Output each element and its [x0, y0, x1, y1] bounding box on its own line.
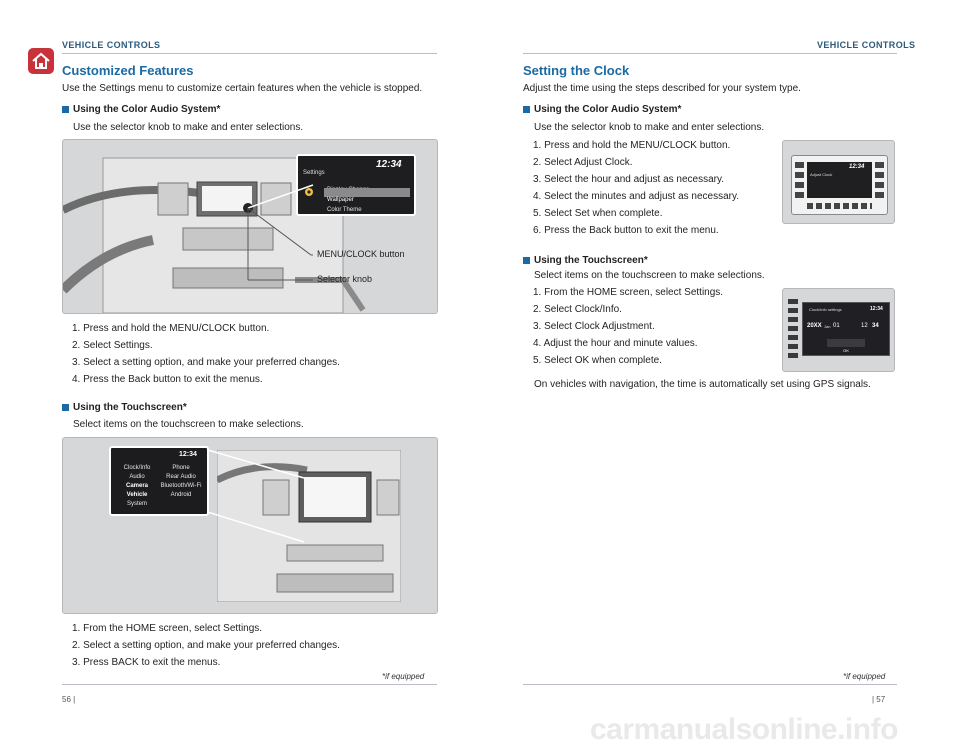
bullet-square-icon [62, 404, 69, 411]
settings-left-column [115, 464, 159, 509]
step: 6. Press the Back button to exit the menu. [533, 225, 719, 236]
settings-item-bluetooth-wifi[interactable]: Bluetooth/Wi-Fi [160, 483, 202, 489]
left-section2-heading-text: Using the Touchscreen* [73, 402, 187, 413]
step: 3. Press BACK to exit the menus. [72, 657, 221, 668]
dashboard-figure-touchscreen [62, 437, 438, 614]
ok-button-label: OK [843, 348, 849, 353]
step: 4. Press the Back button to exit the menus. [72, 374, 263, 385]
clock-info-settings-screen [802, 302, 890, 356]
left-page-title: Customized Features [62, 63, 194, 78]
audio-unit-preset-row [807, 203, 872, 209]
left-section1-steps [72, 320, 340, 388]
bullet-square-icon [523, 106, 530, 113]
right-header-rule [523, 53, 897, 54]
settings-item-camera[interactable]: Camera [125, 483, 148, 489]
left-header: VEHICLE CONTROLS [62, 40, 161, 50]
right-section1-intro: Use the selector knob to make and enter selections. [534, 122, 765, 133]
ok-button[interactable] [827, 339, 865, 353]
year-value[interactable]: 20XX [807, 323, 822, 329]
settings-right-column [159, 464, 203, 500]
step: 5. Select Set when complete. [533, 208, 663, 219]
right-section2-intro: Select items on the touchscreen to make selections. [534, 270, 765, 281]
screen-title: Adjust Clock [810, 172, 833, 177]
dashboard-figure-audio [62, 139, 438, 314]
step: 1. From the HOME screen, select Settings. [533, 287, 724, 298]
settings-item-android[interactable]: Android [170, 492, 192, 498]
left-section2-intro: Select items on the touchscreen to make selections. [73, 419, 304, 430]
settings-item-clock-info[interactable]: Clock/Info [123, 465, 151, 471]
right-footer-rule [523, 684, 897, 685]
step: 3. Select Clock Adjustment. [533, 321, 655, 332]
step: 1. From the HOME screen, select Settings. [72, 623, 263, 634]
right-intro: Adjust the time using the steps described for your system type. [523, 83, 801, 94]
right-section2-note: On vehicles with navigation, the time is automatically set using GPS signals. [534, 379, 871, 390]
right-header: VEHICLE CONTROLS [817, 40, 916, 50]
left-footnote: *if equipped [382, 672, 425, 681]
touchscreen-settings-screen [109, 446, 209, 516]
left-section1-heading [62, 104, 220, 115]
left-page-number: 56 | [62, 695, 76, 704]
bullet-square-icon [523, 257, 530, 264]
settings-item-rear-audio[interactable]: Rear Audio [166, 474, 196, 480]
right-section1-steps [533, 137, 739, 239]
step: 2. Select Adjust Clock. [533, 157, 633, 168]
left-header-rule [62, 53, 437, 54]
left-footer-rule [62, 684, 437, 685]
screen-title: Clock/Info settings [809, 307, 842, 312]
callout-menu-clock: MENU/CLOCK button [317, 249, 405, 259]
left-section2-heading [62, 402, 187, 413]
settings-item-system[interactable]: System [126, 501, 147, 507]
right-section1-heading-text: Using the Color Audio System* [534, 104, 682, 115]
menu-item-label: Wallpaper [327, 197, 354, 203]
screen-clock: 12:34 [376, 159, 402, 170]
screen-clock: 12:34 [849, 164, 865, 170]
left-intro: Use the Settings menu to customize certain features when the vehicle is stopped. [62, 83, 423, 94]
home-icon[interactable] [28, 48, 54, 74]
screen-clock: 12:34 [870, 306, 883, 312]
step: 5. Select OK when complete. [533, 355, 662, 366]
step: 1. Press and hold the MENU/CLOCK button. [533, 140, 731, 151]
step: 2. Select Clock/Info. [533, 304, 622, 315]
bullet-square-icon [62, 106, 69, 113]
right-page-number: | 57 [872, 695, 886, 704]
month-value[interactable]: Jan [824, 324, 831, 329]
step: 1. Press and hold the MENU/CLOCK button. [72, 323, 270, 334]
audio-unit-faceplate [791, 155, 888, 215]
right-footnote: *if equipped [843, 672, 886, 681]
right-section2-heading [523, 255, 648, 266]
screen-title: Settings [303, 170, 325, 176]
callout-selector-knob: Selector knob [317, 274, 373, 284]
adjust-clock-screen [807, 162, 872, 198]
audio-unit-figure [782, 140, 895, 224]
audio-unit-right-buttons [875, 162, 884, 202]
audio-unit-left-buttons [795, 162, 804, 202]
right-page-title: Setting the Clock [523, 63, 630, 78]
touch-side-buttons [788, 299, 798, 361]
settings-item-phone[interactable]: Phone [172, 465, 190, 471]
step: 4. Adjust the hour and minute values. [533, 338, 698, 349]
right-section1-heading [523, 104, 681, 115]
step: 4. Select the minutes and adjust as necessary. [533, 191, 740, 202]
step: 3. Select a setting option, and make your preferred changes. [72, 357, 340, 368]
left-section1-intro: Use the selector knob to make and enter selections. [73, 122, 304, 133]
settings-item-vehicle[interactable]: Vehicle [126, 492, 148, 498]
hour-value[interactable]: 12 [861, 323, 868, 329]
touchscreen-clock-figure [782, 288, 895, 372]
day-value[interactable]: 01 [833, 323, 840, 329]
left-section1-heading-text: Using the Color Audio System* [73, 104, 221, 115]
right-section2-steps [533, 284, 723, 369]
callout-lines [63, 140, 437, 313]
step: 2. Select a setting option, and make your preferred changes. [72, 640, 340, 651]
step: 3. Select the hour and adjust as necessary. [533, 174, 725, 185]
right-section2-heading-text: Using the Touchscreen* [534, 255, 648, 266]
menu-item-label: Color Theme [327, 207, 362, 213]
minute-value[interactable]: 34 [872, 323, 879, 329]
watermark: carmanualsonline.info [590, 713, 898, 746]
step: 2. Select Settings. [72, 340, 153, 351]
settings-item-audio[interactable]: Audio [129, 474, 145, 480]
screen-clock: 12:34 [179, 451, 197, 458]
left-section2-steps [72, 620, 340, 671]
